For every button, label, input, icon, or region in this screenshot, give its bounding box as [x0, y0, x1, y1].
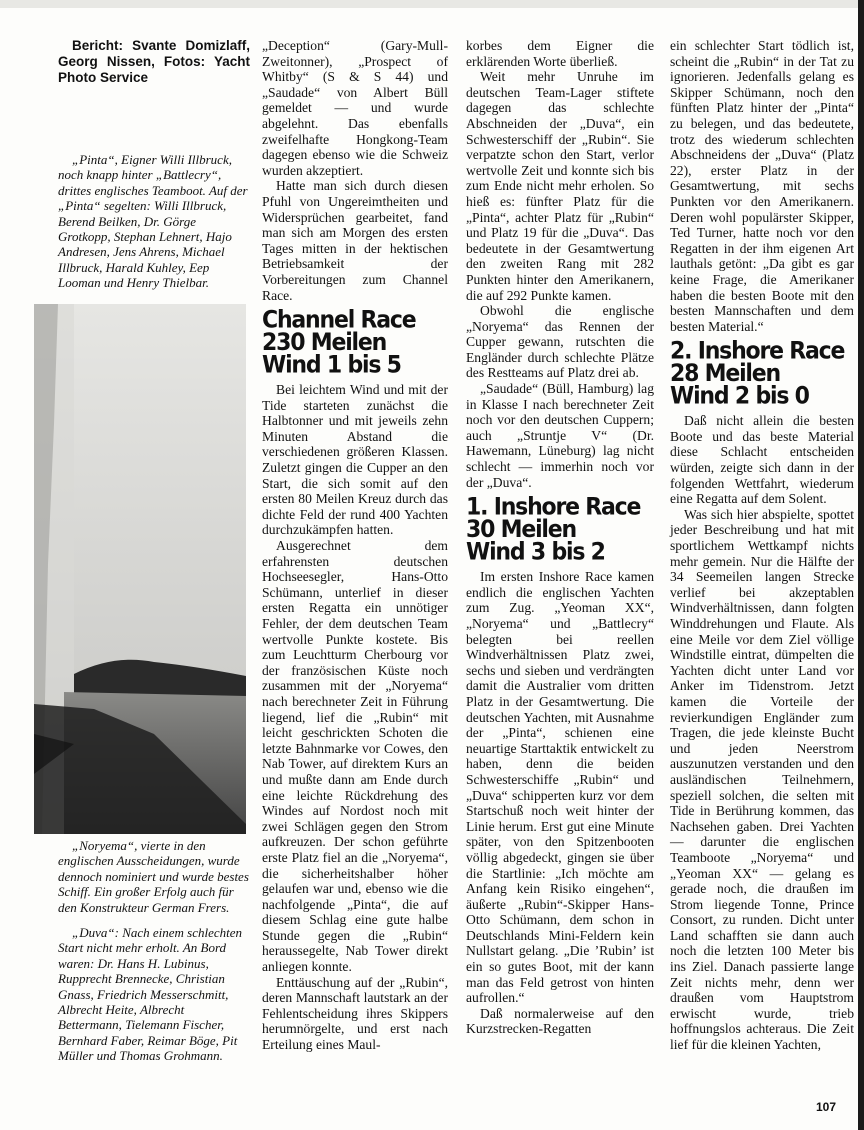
- paragraph: Daß nicht allein die besten Boote und das beste Material diese Schlacht entscheiden würden, zeigte sich dann in der folgenden Wettfahrt, wiederum eine Regatta auf dem Solent.: [670, 413, 854, 507]
- heading-line: 230 Meilen: [262, 329, 387, 357]
- paragraph: Obwohl die englische „Noryema“ das Rennen der Cupper gewann, rutschten die Engländer durch schlechte Plätze des Restteams auf Platz drei ab.: [466, 303, 654, 381]
- column-1-lower: [58, 838, 250, 1064]
- paragraph: Bei leichtem Wind und mit der Tide starteten zunächst die Halbtonner und mit jeweils zehn Minuten Abstand die verschiedenen größeren Klassen. Zuletzt gingen die Cupper an den Start, die sich somit auf den ersten 80 Meilen Kreuz durch das dichte Feld der rund 400 Yachten durchzukämpfen hatten.: [262, 382, 448, 538]
- heading-line: Wind 1 bis 5: [262, 352, 401, 380]
- column-1: [58, 38, 250, 291]
- heading-inshore-race-2: [670, 338, 854, 411]
- paragraph: Was sich hier abspielte, spottet jeder Beschreibung und hat mit sportlichem Wettkampf nichts mehr gemein. Nur die Hälfte der 34 Seemeilen langen Strecke verlief bei akzeptablen Windverhältnissen, dann folgten Winddrehungen und Flaute. Als eine Meile vor dem Ziel völlige Windstille eintrat, dümpelten die Yachten dicht unter Land vor Anker im Tidenstrom. Jetzt kamen die Vorteile der revierkundigen Engländer zum Tragen, die jede kleinste Bucht und jeden Neerstrom auszunutzen verstanden und den ausländischen Teilnehmern, speziell solchen, die selten mit Tide in Berührung kommen, das Nachsehen gaben. Drei Yachten — darunter die englischen Teamboote „Noryema“ und „Yeoman XX“ — gelang es gerade noch, die draußen im Strom liegende Tonne, Prince Consort, zu runden. Dicht unter Land schafften sie dann auch noch die letzten 100 Meter bis ins Ziel. Danach passierte lange Zeit nichts mehr, denn wer draußen vom Hauptstrom erwischt wurde, trieb hoffnungslos achteraus. Die Zeit lief für die kleinen Yachten,: [670, 506, 854, 1053]
- paragraph: Ausgerechnet dem erfahrensten deutschen Hochseesegler, Hans-Otto Schümann, unterlief in dieser ersten Regatta ein unnötiger Fehler, der dem deutschen Team wertvolle Punkte kostete. Bis zum Leuchtturm Cherbourg vor der französischen Küste noch zusammen mit der „Noryema“ nach berechneter Zeit in Führung liegend, lief die „Rubin“ mit leicht geschrickten Schoten die letzte Bahnmarke vor Cowes, den Nab Tower, auf direktem Kurs an und mußte dann am Ende durch eine leichte Rückdrehung des Windes auf Nordost noch mit zwei Schlägen gegen den Strom aufkreuzen. Der schon geführte erste Platz fiel an die „Noryema“, die sicherheitshalber höher gelaufen war und, ebenso wie die nachfolgende „Pinta“, die auf diesem Schlag eine gute halbe Stunde gegen die „Rubin“ heraussegelte, Nab Tower direkt anliegen konnte.: [262, 538, 448, 975]
- heading-line: 30 Meilen: [466, 516, 576, 544]
- paragraph: Im ersten Inshore Race kamen endlich die englischen Yachten zum Zug. „Yeoman XX“, „Noryema“ und „Battlecry“ belegten bei reellen Windverhältnissen Platz zwei, sechs und sieben und verdrängten damit die Australier vom dritten Platz in der Gesamtwertung. Die deutschen Yachten, mit Ausnahme der „Pinta“, schienen eine neuartige Starttaktik entwickelt zu haben, denn die beiden Schwesterschiffe „Rubin“ und „Duva“ schipperten kurz vor dem Startschuß noch weit hinter der Linie herum. Erst gut eine Minute später, von den Spitzenbooten völlig abgedeckt, gingen sie über die Startlinie: „Ich möchte am Anfang kein Risiko eingehen“, äußerte „Rubin“-Skipper Hans-Otto Schümann, dem schon in Deutschlands Mini-Feldern kein Nullstart gelang. „Die ’Rubin’ ist ein so gutes Boot, mit der kann man das Feld getrost von hinten aufrollen.“: [466, 569, 654, 1006]
- column-2: [262, 38, 448, 1053]
- heading-line: Wind 3 bis 2: [466, 539, 605, 567]
- photo-noryema: [34, 304, 246, 834]
- byline: Bericht: Svante Domizlaff, Georg Nissen, Fotos: Yacht Photo Service: [58, 38, 250, 85]
- scan-edge-top: [0, 0, 864, 8]
- paragraph: „Deception“ (Gary-Mull-Zweitonner), „Prospect of Whitby“ (S & S 44) und „Saudade“ von Albert Büll gemeldet — und wurde abgelehnt. Das ebenfalls zweifelhafte Hongkong-Team dagegen ebenso wie die Schweiz wurden akzeptiert.: [262, 38, 448, 178]
- heading-line: 1. Inshore Race: [466, 494, 641, 522]
- heading-line: Wind 2 bis 0: [670, 383, 809, 411]
- caption-duva: „Duva“: Nach einem schlechten Start nicht mehr erholt. An Bord waren: Dr. Hans H. Lubinus, Rupprecht Brennecke, Christian Gnass, Friedrich Messerschmitt, Albrecht Heite, Albrecht Bettermann, Tielemann Fischer, Bernhard Faber, Reimar Böge, Pit Müller und Thomas Grohmann.: [58, 925, 243, 1064]
- heading-line: Channel Race: [262, 306, 416, 334]
- paragraph: ein schlechter Start tödlich ist, scheint die „Rubin“ in der Tat zu ignorieren. Jedenfalls gelang es Skipper Schümann, noch den fünften Platz hinter der „Pinta“ zu belegen, und das bedeutete, trotz des wiederum schlechten Abschneidens der „Duva“ (Platz 22), erster Platz in der Gesamtwertung, mit sechs Punkten vor den Amerikanern. Deren wohl populärster Skipper, Ted Turner, hatte noch vor den Regatten in der ihm eigenen Art lauthals getönt: „Da gibt es gar keine Frage, die Amerikaner haben die besten Boote mit den besten Mannschaften und dem besten Material.“: [670, 38, 854, 334]
- column-3: [466, 38, 654, 1037]
- heading-line: 28 Meilen: [670, 360, 780, 388]
- heading-channel-race: [262, 306, 448, 380]
- paragraph: Enttäuschung auf der „Rubin“, deren Mannschaft lautstark an der Fehlentscheidung ihres Skippers herumnörgelte, und erst nach Erteilung eines Maul-: [262, 974, 448, 1053]
- paragraph: Hatte man sich durch diesen Pfuhl von Ungereimtheiten und Widersprüchen gearbeitet, fand man sich am Morgen des ersten Tages mitten in der hektischen Betriebsamkeit der Vorbereitungen zum Channel Race.: [262, 178, 448, 303]
- paragraph: „Saudade“ (Büll, Hamburg) lag in Klasse I nach berechneter Zeit noch vor den deutschen Cuppern; auch „Struntje V“ (Dr. Hawemann, Lüneburg) lag nicht schlecht — immerhin noch vor der „Duva“.: [466, 381, 654, 490]
- heading-line: 2. Inshore Race: [670, 338, 845, 366]
- caption-pinta: „Pinta“, Eigner Willi Illbruck, noch knapp hinter „Battlecry“, drittes englisches Teamboot. Auf der „Pinta“ segelten: Willi Illbruck, Berend Beilken, Dr. Görge Grotkopp, Stephan Lehnert, Hajo Andresen, Jens Ahrens, Michael Illbruck, Harald Kuhley, Eep Looman und Henry Thielbar.: [58, 152, 248, 291]
- column-4: [670, 38, 854, 1053]
- paragraph: Daß normalerweise auf den Kurzstrecken-Regatten: [466, 1005, 654, 1037]
- heading-inshore-race-1: [466, 494, 654, 567]
- caption-noryema: „Noryema“, vierte in den englischen Ausscheidungen, wurde dennoch nominiert und wurde bestes Schiff. Ein großer Erfolg auch für den Konstrukteur German Frers.: [58, 838, 249, 915]
- paragraph: korbes dem Eigner die erklärenden Worte überließ.: [466, 38, 654, 69]
- scan-edge-right: [858, 0, 864, 1130]
- page-number: 107: [815, 1100, 836, 1114]
- paragraph: Weit mehr Unruhe im deutschen Team-Lager stiftete dagegen das schlechte Abschneiden der „Duva“, ein Schwesterschiff der „Rubin“. Sie verpatzte schon den Start, verlor wertvolle Zeit und konnte sich bis zum Ende nicht mehr erholen. So hieß es: fünfter Platz für die „Pinta“, achter Platz für „Rubin“ und Platz 19 für die „Duva“. Das bedeutete in der Gesamtwertung den zweiten Rang mit 282 Punkten hinter den Amerikanern, die auf 292 Punkte kamen.: [466, 69, 654, 303]
